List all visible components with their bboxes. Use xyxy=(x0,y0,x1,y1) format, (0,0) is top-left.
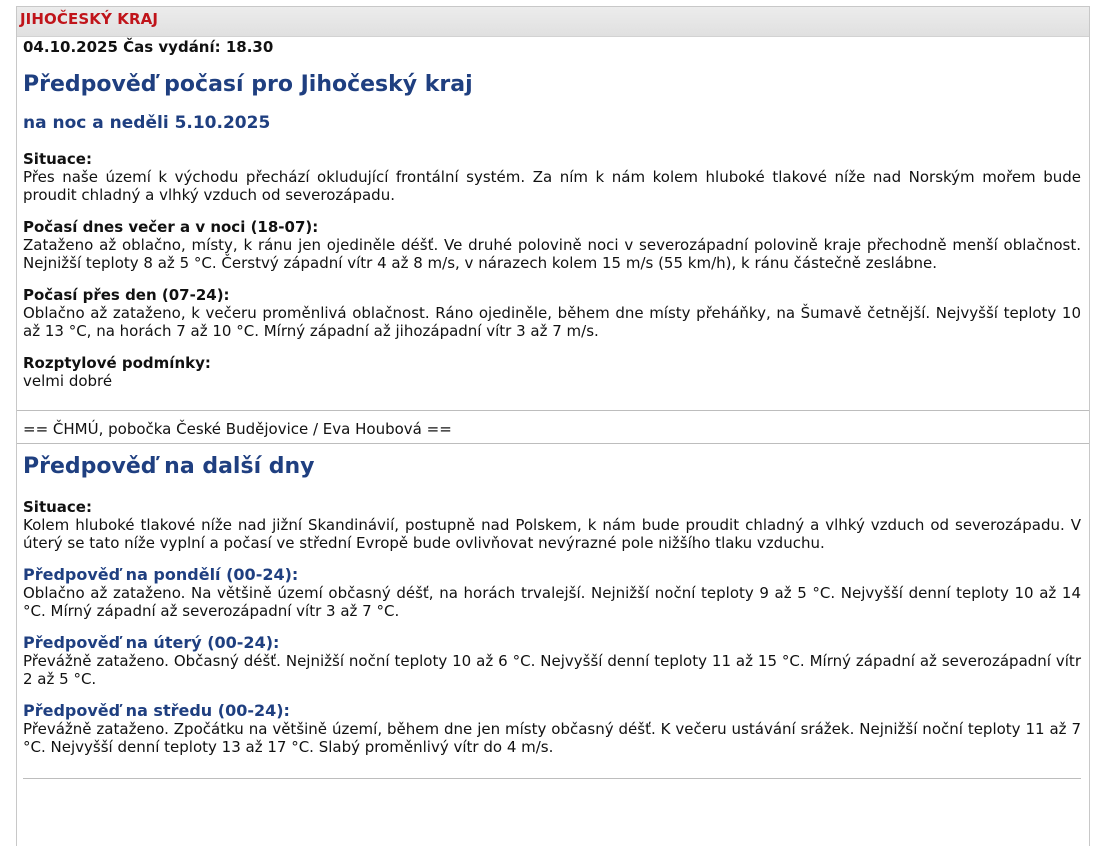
monday-label: Předpověď na pondělí (00-24): xyxy=(23,565,299,584)
night-label: Počasí dnes večer a v noci (18-07): xyxy=(23,218,319,236)
signature-text: == ČHMÚ, pobočka České Budějovice / Eva Houbová == xyxy=(23,420,452,438)
situation-text: Přes naše území k východu přechází okludující frontální systém. Za ním k nám kolem hluboké tlakové níže nad Norským mořem bude proudit chladný a vlhký vzduch od severozápadu. xyxy=(23,168,1081,204)
monday-text: Oblačno až zataženo. Na většině území občasný déšť, na horách trvalejší. Nejnižší noční teploty 9 až 5 °C. Nejvyšší denní teploty 10 až 14 °C. Mírný západní až severozápadní vítr 3 až 7 °C. xyxy=(23,584,1081,620)
day-label: Počasí přes den (07-24): xyxy=(23,286,230,304)
next-days-title: Předpověď na další dny xyxy=(23,454,315,479)
region-title: JIHOČESKÝ KRAJ xyxy=(20,10,158,28)
next-days-content xyxy=(17,454,1089,779)
forecast-subtitle: na noc a neděli 5.10.2025 xyxy=(23,113,271,133)
wednesday-label: Předpověď na středu (00-24): xyxy=(23,701,290,720)
issue-date-line: 04.10.2025 Čas vydání: 18.30 xyxy=(23,38,274,56)
forecast-frame xyxy=(16,6,1090,846)
situation-section xyxy=(23,150,1081,204)
tuesday-label: Předpověď na úterý (00-24): xyxy=(23,633,280,652)
wednesday-text: Převážně zataženo. Zpočátku na většině území, během dne jen místy občasný déšť. K večeru ustávání srážek. Nejnižší noční teploty 11 až 7 °C. Nejvyšší denní teploty 13 až 17 °C. Slabý proměnlivý vítr do 4 m/s. xyxy=(23,720,1081,756)
day-text: Oblačno až zataženo, k večeru proměnlivá oblačnost. Ráno ojediněle, během dne místy přeháňky, na Šumavě četnější. Nejvyšší teploty 10 až 13 °C, na horách 7 až 10 °C. Mírný západní až jihozápadní vítr 3 až 7 m/s. xyxy=(23,304,1081,340)
forecast-content xyxy=(17,38,1089,390)
divider-bottom xyxy=(17,443,1089,444)
signature-row xyxy=(17,411,1089,443)
next-situation-label: Situace: xyxy=(23,498,92,516)
day-section xyxy=(23,286,1081,340)
tuesday-text: Převážně zataženo. Občasný déšť. Nejnižší noční teploty 10 až 6 °C. Nejvyšší denní teploty 11 až 15 °C. Mírný západní až severozápadní vítr 2 až 5 °C. xyxy=(23,652,1081,688)
tuesday-section xyxy=(23,634,1081,688)
dispersion-label: Rozptylové podmínky: xyxy=(23,354,211,372)
dispersion-section xyxy=(23,354,1081,390)
divider-end xyxy=(23,778,1081,779)
next-situation-text: Kolem hluboké tlakové níže nad jižní Skandinávií, postupně nad Polskem, k nám bude proudit chladný a vlhký vzduch od severozápadu. V úterý se tato níže vyplní a počasí ve střední Evropě bude ovlivňovat nevýrazné pole nižšího tlaku vzduchu. xyxy=(23,516,1081,552)
monday-section xyxy=(23,566,1081,620)
night-section xyxy=(23,218,1081,272)
next-situation-section xyxy=(23,498,1081,552)
forecast-title: Předpověď počasí pro Jihočeský kraj xyxy=(23,72,473,97)
night-text: Zataženo až oblačno, místy, k ránu jen ojediněle déšť. Ve druhé polovině noci v severozápadní polovině kraje přechodně menší oblačnost. Nejnižší teploty 8 až 5 °C. Čerstvý západní vítr 4 až 8 m/s, v nárazech kolem 15 m/s (55 km/h), k ránu částečně zeslábne. xyxy=(23,236,1081,272)
dispersion-text: velmi dobré xyxy=(23,372,113,390)
wednesday-section xyxy=(23,702,1081,756)
situation-label: Situace: xyxy=(23,150,92,168)
region-header xyxy=(17,7,1089,37)
